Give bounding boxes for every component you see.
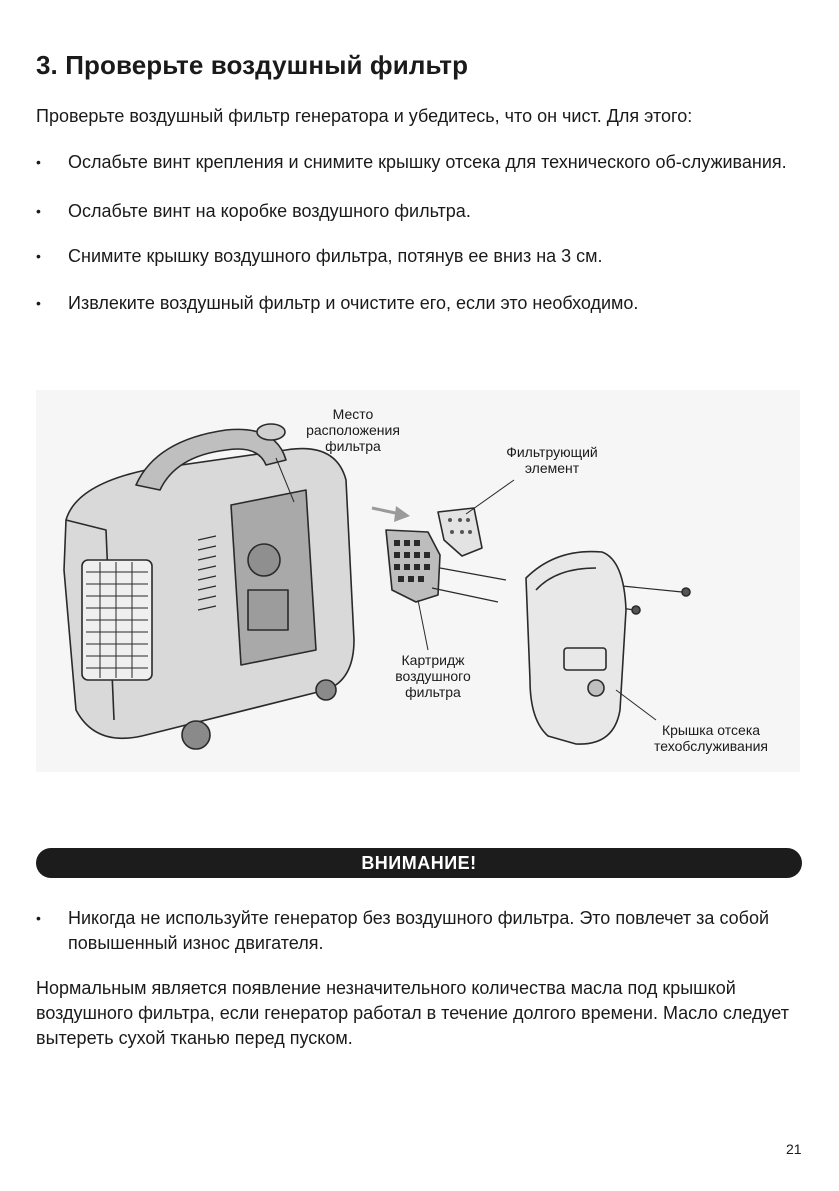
step-item: • Снимите крышку воздушного фильтра, потянув ее вниз на 3 см. [36,244,796,269]
warning-item: • Никогда не используйте генератор без воздушного фильтра. Это повлечет за собой повышенный износ двигателя. [36,906,796,956]
oil-note: Нормальным является появление незначительного количества масла под крышкой воздушного фильтра, если генератор работал в течение долгого времени. Масло следует вытереть сухой тканью перед пуском. [36,978,789,1048]
generator-drawing [36,390,800,772]
intro-text: Проверьте воздушный фильтр генератора и убедитесь, что он чист. Для этого: [36,106,693,126]
step-item: • Ослабьте винт на коробке воздушного фильтра. [36,199,796,224]
warning-list [36,906,796,956]
steps-list [36,150,796,316]
label-filter-cartridge: Картридж воздушного фильтра [395,652,471,700]
page-title: 3. Проверьте воздушный фильтр [36,50,469,80]
label-filter-element: Фильтрующий элемент [506,444,598,476]
label-service-cover: Крышка отсека техобслуживания [654,722,768,754]
label-filter-location: Место расположения фильтра [306,406,400,454]
step-item: • Извлеките воздушный фильтр и очистите его, если это необходимо. [36,291,796,316]
step-item: • Ослабьте винт крепления и снимите крышку отсека для технического об-служивания. [36,150,796,175]
warning-banner: ВНИМАНИЕ! [36,848,802,878]
generator-illustration [36,390,800,772]
page-number: 21 [786,1141,802,1157]
